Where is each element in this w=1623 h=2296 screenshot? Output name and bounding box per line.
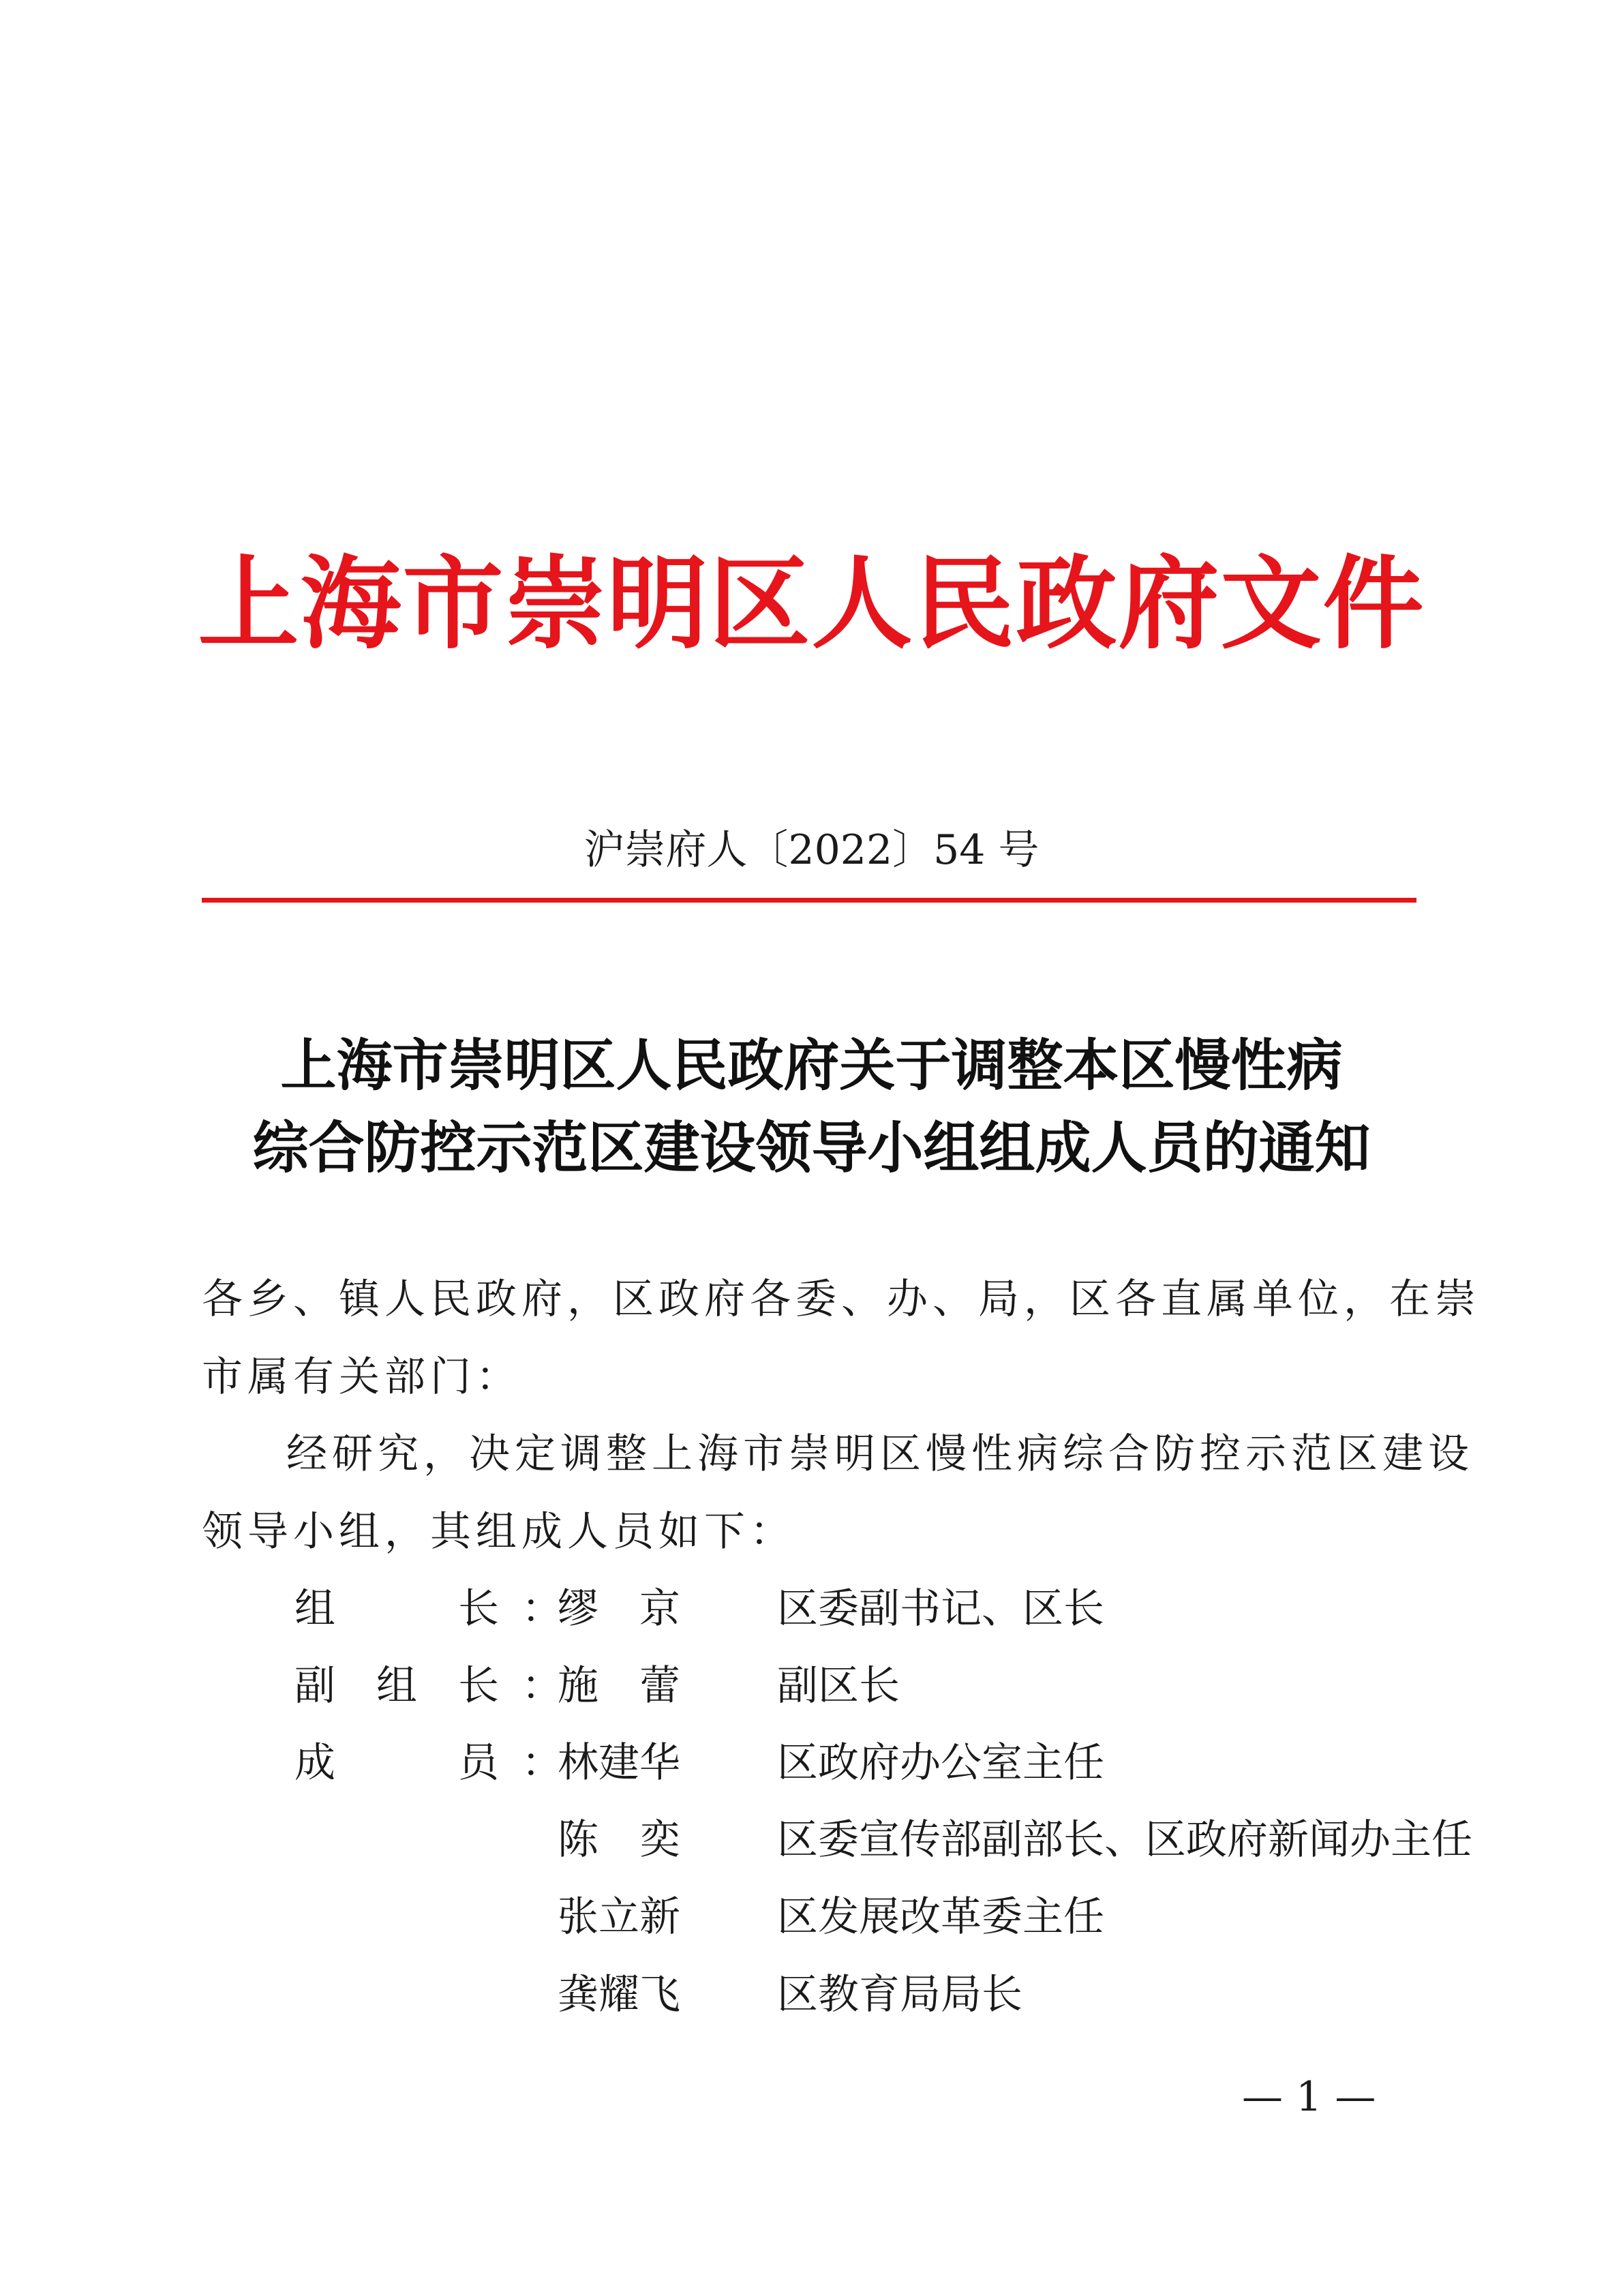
page-number: — 1 — (1242, 2073, 1376, 2121)
addressee-line-2: 市属有关部门： (202, 1353, 521, 1401)
member-colon: ： (521, 1585, 562, 1633)
member-title: 区委宣传部副部长、区政府新闻办主任 (777, 1816, 1472, 1864)
member-title: 区政府办公室主任 (777, 1739, 1104, 1787)
member-role: 成 员 (294, 1739, 499, 1787)
member-title: 区发展改革委主任 (777, 1893, 1104, 1941)
body-paragraph-line-1: 经研究，决定调整上海市崇明区慢性病综合防控示范区建设 (286, 1430, 1474, 1478)
addressee-line-1: 各乡、镇人民政府，区政府各委、办、局，区各直属单位，在崇 (202, 1275, 1481, 1323)
member-colon: ： (521, 1739, 562, 1787)
member-role: 组 长 (294, 1585, 499, 1633)
body-paragraph-line-2: 领导小组，其组成人员如下： (202, 1508, 795, 1556)
member-name: 缪 京 (558, 1585, 680, 1633)
member-title: 副区长 (777, 1662, 900, 1710)
member-title: 区委副书记、区长 (777, 1585, 1104, 1633)
member-title: 区教育局局长 (777, 1971, 1022, 2019)
member-role: 副 组 长 (294, 1662, 499, 1710)
document-header-title: 上海市崇明区人民政府文件 (198, 544, 1425, 663)
red-divider-line (202, 898, 1416, 903)
document-number: 沪崇府人〔2022〕54 号 (583, 826, 1040, 874)
member-name: 陈 奕 (558, 1816, 680, 1864)
notice-title-line-1: 上海市崇明区人民政府关于调整本区慢性病 (280, 1033, 1343, 1098)
member-name: 施 蕾 (558, 1662, 680, 1710)
member-colon: ： (521, 1662, 562, 1710)
member-name: 张立新 (558, 1893, 680, 1941)
member-name: 林建华 (558, 1739, 680, 1787)
notice-title-line-2: 综合防控示范区建设领导小组组成人员的通知 (252, 1115, 1371, 1181)
member-name: 龚耀飞 (558, 1971, 680, 2019)
